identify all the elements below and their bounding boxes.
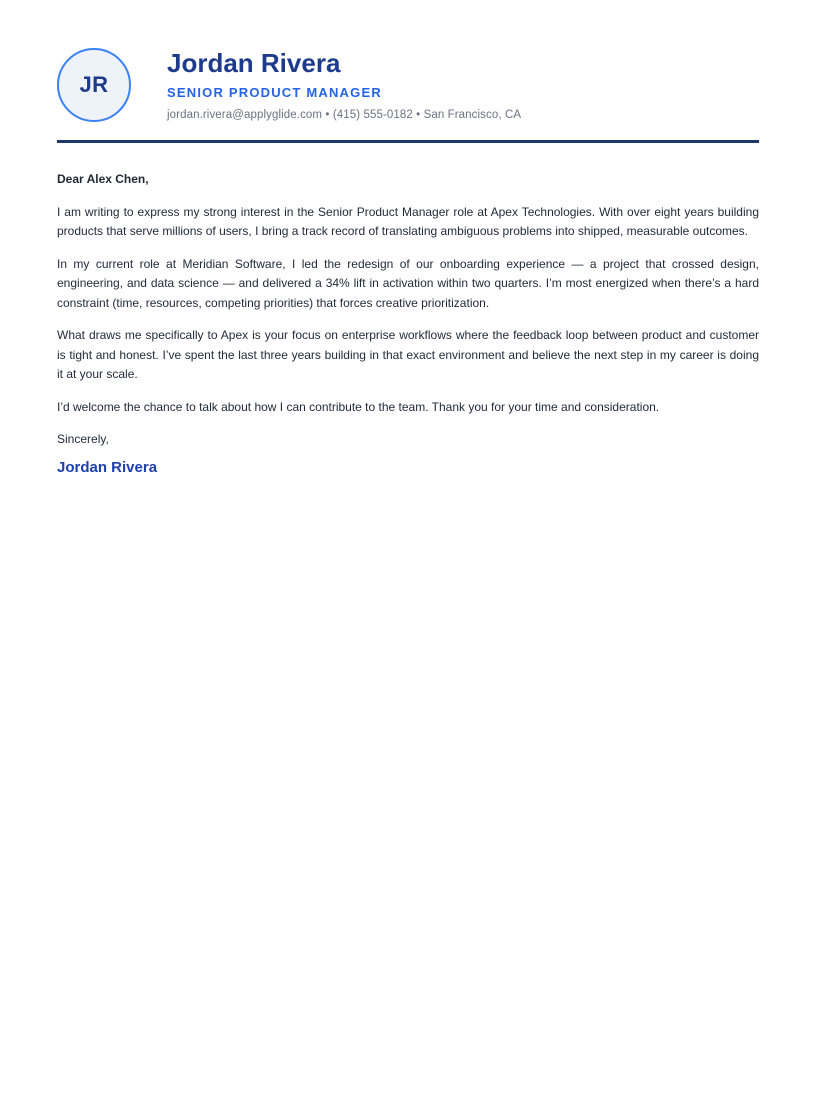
letter-header xyxy=(57,0,759,122)
closing: Sincerely, xyxy=(57,432,109,447)
salutation: Dear Alex Chen, xyxy=(57,172,149,186)
header-divider xyxy=(57,140,759,143)
avatar xyxy=(57,48,131,122)
paragraph-current-role: In my current role at Meridian Software, I led the redesign of our onboarding experience — a project that crossed design, engineering, and data science — and delivered a 34% lift in activation within two quarters. I’m most energized when there’s a hard constraint (time, resources, competing priorities) that forces creative prioritization. xyxy=(57,256,759,310)
avatar-initials: JR xyxy=(79,72,109,97)
applicant-job-title: SENIOR PRODUCT MANAGER xyxy=(167,85,382,101)
paragraph-motivation: What draws me specifically to Apex is your focus on enterprise workflows where the feedback loop between product and customer is tight and honest. I’ve spent the last three years building in that exact environment and believe the next step in my career is doing it at your scale. xyxy=(57,328,759,382)
signature-name: Jordan Rivera xyxy=(57,459,158,477)
paragraph-call-to-action: I’d welcome the chance to talk about how I can contribute to the team. Thank you for your time and consideration. xyxy=(57,399,660,414)
contact-line: jordan.rivera@applyglide.com • (415) 555-0182 • San Francisco, CA xyxy=(167,109,522,122)
header-text xyxy=(167,49,759,122)
letter-body xyxy=(57,170,759,480)
paragraph-intro: I am writing to express my strong interest in the Senior Product Manager role at Apex Technologies. With over eight years building products that serve millions of users, I bring a track record of translating ambiguous problems into shipped, measurable outcomes. xyxy=(57,204,759,239)
applicant-name: Jordan Rivera xyxy=(167,47,341,78)
